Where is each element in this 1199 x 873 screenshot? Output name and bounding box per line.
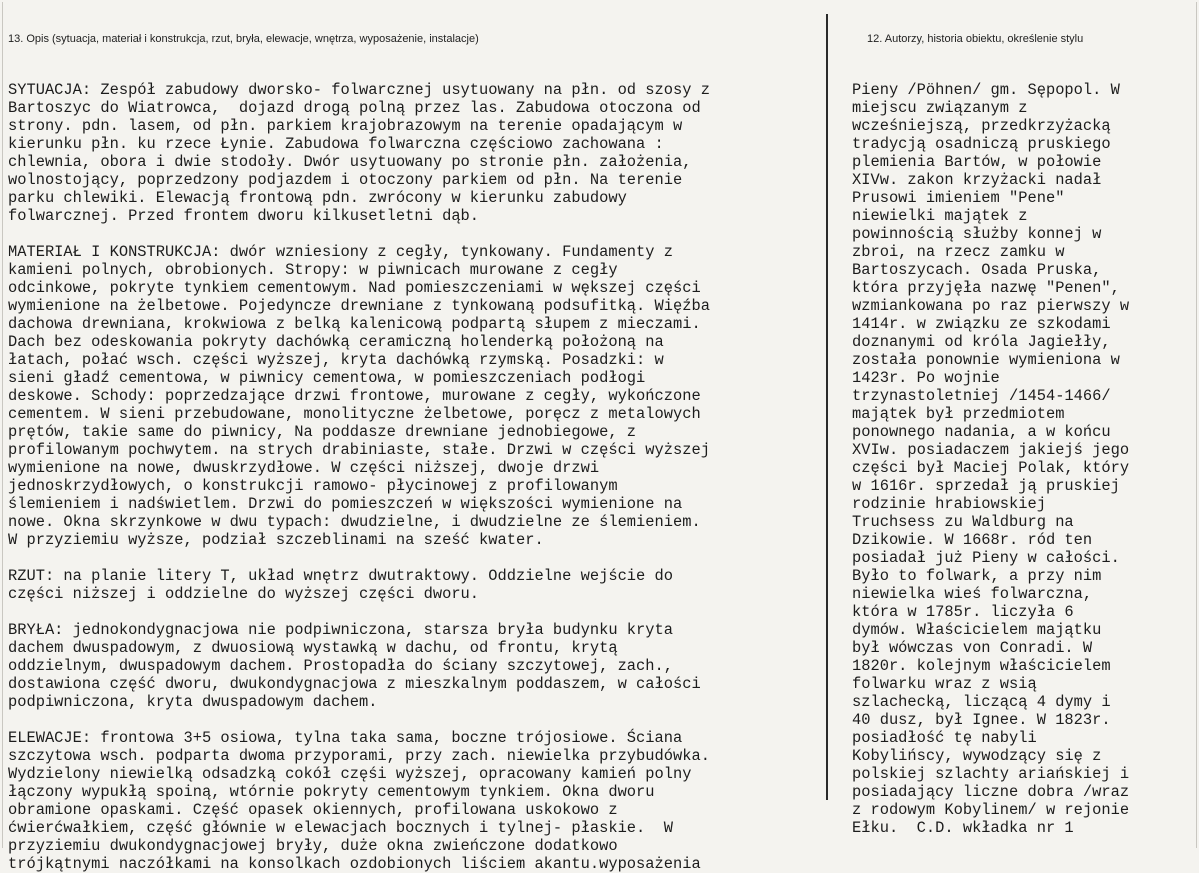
- paragraph-sytuacja: SYTUACJA: Zespół zabudowy dworsko- folwarcznej usytuowany na płn. od szosy z Bartoszyc do Wiatrowca, dojazd drogą polną przez las. Zabudowa otoczona od strony. pdn. lasem, od płn. parkiem krajobrazowym na terenie opadającym w kierunku płn. ku rzece Łynie. Zabudowa folwarczna częściowo zachowana : chlewnia, obora i dwie stodoły. Dwór usytuowany po stronie płn. założenia, wolnostojący, poprzedzony podjazdem i otoczony parkiem od płn. Na terenie parku chlewiki. Elewacją frontową pdn. zwrócony w kierunku zabudowy folwarcznej. Przed frontem dworu kilkusetletni dąb.: [8, 81, 710, 225]
- paragraph-material-konstrukcja: MATERIAŁ I KONSTRUKCJA: dwór wzniesiony z cegły, tynkowany. Fundamenty z kamieni polnych, obrobionych. Stropy: w piwnicach murowane z cegły odcinkowe, pokryte tynkiem cementowym. Nad pomieszczeniami w wększej części wymienione na żelbetowe. Pojedyncze drewniane z tynkowaną podsufitką. Więźba dachowa drewniana, krokwiowa z belką kalenicową podpartą słupem z mieczami. Dach bez odeskowania pokryty dachówką ceramiczną holenderką położoną na łatach, połać wsch. części wyższej, kryta dachówką rzymską. Posadzki: w sieni gładź cementowa, w piwnicy cementowa, w pomieszczeniach podłogi deskowe. Schody: poprzedzające drzwi frontowe, murowane z cegły, wykończone cementem. W sieni przebudowane, monolityczne żelbetowe, poręcz z metalowych prętów, takie same do piwnicy, Na poddasze drewniane jednobiegowe, z profilowanym pochwytem. na strych drabiniaste, stałe. Drzwi w części wyższej wymienione na nowe, dwuskrzydłowe. W części niższej, dwoje drzwi jednoskrzydłowych, o konstrukcji ramowo- płycinowej z profilowanym ślemieniem i nadświetlem. Drzwi do pomieszczeń w większości wymienione na nowe. Okna skrzynkowe w dwu typach: dwudzielne, i dwudzielne ze ślemieniem. W przyziemiu wyższe, podział szczeblinami na sześć kwater.: [8, 243, 710, 549]
- section-13-header: 13. Opis (sytuacja, materiał i konstrukcja, rzut, bryła, elewacje, wnętrza, wyposażenie, instalacje): [8, 33, 479, 45]
- paragraph-rzut: RZUT: na planie litery T, układ wnętrz dwutraktowy. Oddzielne wejście do części niższej i oddzielne do wyższej części dworu.: [8, 567, 673, 603]
- description-column: [8, 81, 820, 873]
- paragraph-history: Pieny /Pöhnen/ gm. Sępopol. W miejscu związanym z wcześniejszą, przedkrzyżacką tradycją osadniczą pruskiego plemienia Bartów, w połowie XIVw. zakon krzyżacki nadał Prusowi imieniem "Pene" niewielki majątek z powinnością służby konnej w zbroi, na rzecz zamku w Bartoszycach. Osada Pruska, która przyjęła nazwę "Penen", wzmiankowana po raz pierwszy w 1414r. w związku ze szkodami doznanymi od króla Jagiełły, została ponownie wymieniona w 1423r. Po wojnie trzynastoletniej /1454-1466/ majątek był przedmiotem ponownego nadania, a w końcu XVIw. posiadaczem jakiejś jego części był Maciej Polak, który w 1616r. sprzedał ją pruskiej rodzinie hrabiowskiej Truchsess zu Waldburg na Dzikowie. W 1668r. ród ten posiadał już Pieny w całości. Było to folwark, a przy nim niewielka wieś folwarczna, która w 1785r. liczyła 6 dymów. Właścicielem majątku był wówczas von Conradi. W 1820r. kolejnym właścicielem folwarku wraz z wsią szlachecką, liczącą 4 dymy i 40 dusz, był Ignee. W 1823r. posiadłość tę nabyli Kobylińscy, wywodzący się z polskiej szlachty ariańskiej i posiadający liczne dobra /wraz z rodowym Kobylinem/ w rejonie Ełku. C.D. wkładka nr 1: [852, 81, 1130, 837]
- section-12-header: 12. Autorzy, historia obiektu, określenie stylu: [867, 33, 1084, 45]
- paragraph-bryla: BRYŁA: jednokondygnacjowa nie podpiwniczona, starsza bryła budynku kryta dachem dwuspadowym, z dwuosiową wystawką w dachu, od frontu, krytą oddzielnym, dwuspadowym dachem. Prostopadła do ściany szczytowej, zach., dostawiona część dworu, dwukondygnacjowa z mieszkalnym poddaszem, w całości podpiwniczona, kryta dwuspadowym dachem.: [8, 621, 701, 711]
- history-column: [852, 81, 1192, 837]
- paragraph-elewacje: ELEWACJE: frontowa 3+5 osiowa, tylna taka sama, boczne trójosiowe. Ściana szczytowa wsch. podparta dwoma przyporami, przy zach. niewielka przybudówka. Wydzielony niewielką odsadzką cokół częśi wyższej, opracowany kamień polny łączony wypukłą spoiną, wtórnie pokryty cementowym tynkiem. Okna dworu obramione opaskami. Część opasek okiennych, profilowana uskokowo z ćwierćwałkiem, część głównie w elewacjach bocznych i tylnej- płaskie. W przyziemiu dwukondygnacjowej bryły, duże okna zwieńczone dodatkowo trójkątnymi naczółkami na konsolkach ozdobionych liściem akantu.wyposażenia: [8, 729, 710, 873]
- column-divider: [826, 14, 828, 800]
